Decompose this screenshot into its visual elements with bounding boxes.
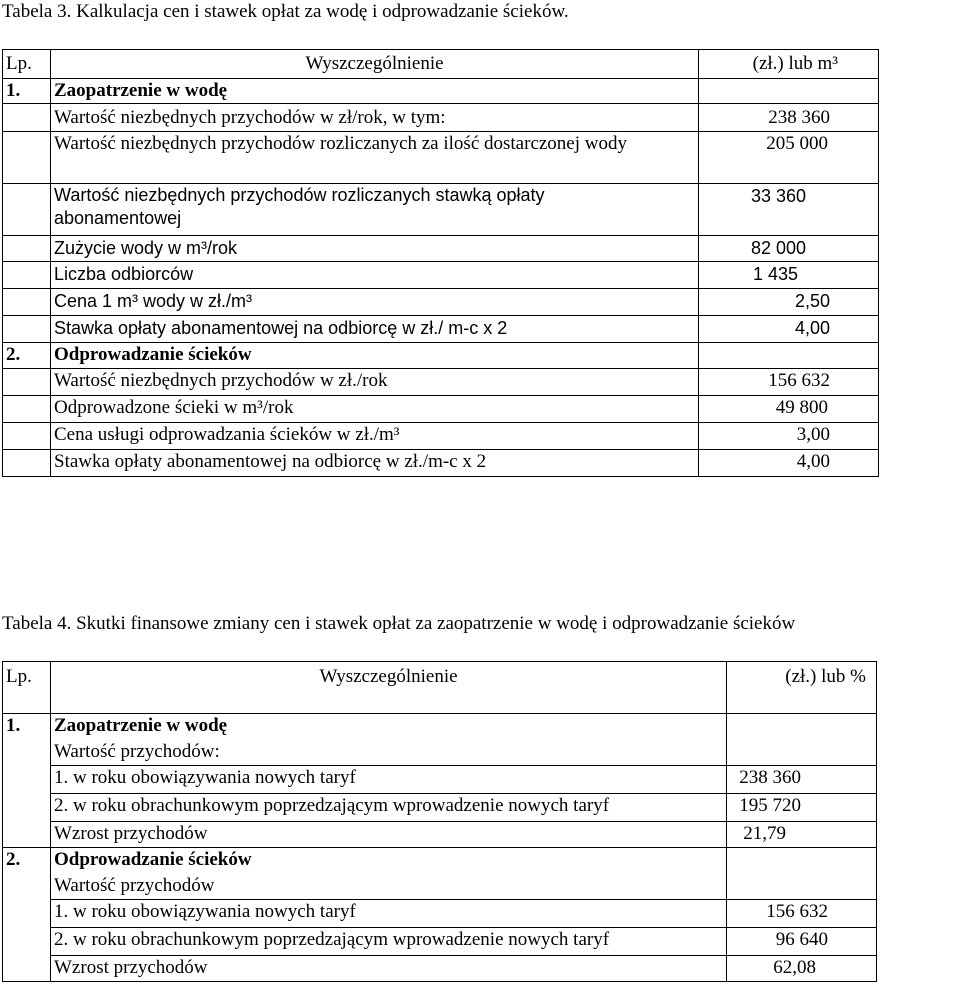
row-label: Wartość niezbędnych przychodów w zł./rok [51, 369, 699, 396]
row-value: 4,00 [699, 450, 879, 477]
table3-section-value [699, 79, 879, 104]
table-row [3, 766, 877, 794]
table-row [3, 369, 879, 396]
table3-section-row [3, 79, 879, 104]
row-value: 238 360 [699, 104, 879, 132]
row-label: Odprowadzone ścieki w m³/rok [51, 396, 699, 423]
row-value: 156 632 [727, 900, 877, 928]
table-row [3, 423, 879, 450]
table4-section-row [3, 714, 877, 740]
table-row [3, 956, 877, 982]
table-row [3, 874, 877, 900]
table3-section-num: 1. [3, 79, 51, 104]
table-row [3, 900, 877, 928]
row-label: Cena 1 m³ wody w zł./m³ [51, 289, 699, 316]
table-row [3, 104, 879, 132]
table-row [3, 132, 879, 184]
row-label: 1. w roku obowiązywania nowych taryf [51, 900, 727, 928]
table3-section-row [3, 343, 879, 369]
row-value: 82 000 [699, 236, 879, 262]
table4-section-title: Zaopatrzenie w wodę [51, 714, 727, 740]
row-label: Liczba odbiorców [51, 262, 699, 289]
table-row [3, 184, 879, 236]
row-label: 2. w roku obrachunkowym poprzedzającym wprowadzenie nowych taryf [51, 794, 727, 822]
row-value: 2,50 [699, 289, 879, 316]
row-value: 156 632 [699, 369, 879, 396]
row-label: 1. w roku obowiązywania nowych taryf [51, 766, 727, 794]
table4-header-unit: (zł.) lub % [727, 662, 877, 714]
row-label: Wartość niezbędnych przychodów rozliczanych za ilość dostarczonej wody [51, 132, 699, 184]
row-value: 205 000 [699, 132, 879, 184]
row-value: 33 360 [699, 184, 879, 236]
row-label: Wartość niezbędnych przychodów w zł/rok, w tym: [51, 104, 699, 132]
row-value: 62,08 [727, 956, 877, 982]
table3 [2, 49, 879, 477]
row-label: Wartość niezbędnych przychodów rozliczanych stawką opłaty abonamentowej [51, 184, 699, 236]
row-value: 96 640 [727, 928, 877, 956]
row-label: Stawka opłaty abonamentowej na odbiorcę w zł./m-c x 2 [51, 450, 699, 477]
table-row [3, 289, 879, 316]
row-label: Cena usługi odprowadzania ścieków w zł./m³ [51, 423, 699, 450]
table-row [3, 822, 877, 848]
row-value: 21,79 [727, 822, 877, 848]
row-label: Wzrost przychodów [51, 822, 727, 848]
table4-caption: Tabela 4. Skutki finansowe zmiany cen i stawek opłat za zaopatrzenie w wodę i odprowadzanie ścieków [2, 613, 796, 634]
row-label: Wartość przychodów: [51, 740, 727, 766]
table-row [3, 740, 877, 766]
table-row [3, 794, 877, 822]
row-label: Zużycie wody w m³/rok [51, 236, 699, 262]
table3-header-row [3, 50, 879, 79]
table3-header-desc: Wyszczególnienie [51, 50, 699, 79]
table-row [3, 928, 877, 956]
row-label: Stawka opłaty abonamentowej na odbiorcę w zł./ m-c x 2 [51, 316, 699, 343]
table-row [3, 396, 879, 423]
table-row [3, 262, 879, 289]
row-value: 4,00 [699, 316, 879, 343]
table3-section-title: Odprowadzanie ścieków [51, 343, 699, 369]
table4-header-lp: Lp. [3, 662, 51, 714]
row-value: 1 435 [699, 262, 879, 289]
table4-section-num: 2. [3, 848, 51, 874]
row-value: 195 720 [727, 794, 877, 822]
row-label: Wartość przychodów [51, 874, 727, 900]
table-row [3, 450, 879, 477]
table4 [2, 661, 877, 982]
table3-section-value [699, 343, 879, 369]
row-value: 238 360 [727, 766, 877, 794]
table-row [3, 236, 879, 262]
table4-section-num: 1. [3, 714, 51, 740]
row-value: 49 800 [699, 396, 879, 423]
table4-section-row [3, 848, 877, 874]
table3-header-unit: (zł.) lub m³ [699, 50, 879, 79]
row-value: 3,00 [699, 423, 879, 450]
table4-header-desc: Wyszczególnienie [51, 662, 727, 714]
table3-section-title: Zaopatrzenie w wodę [51, 79, 699, 104]
row-label: Wzrost przychodów [51, 956, 727, 982]
table4-header-row [3, 662, 877, 714]
table-row [3, 316, 879, 343]
table4-section-title: Odprowadzanie ścieków [51, 848, 727, 874]
table3-caption: Tabela 3. Kalkulacja cen i stawek opłat za wodę i odprowadzanie ścieków. [2, 1, 569, 22]
row-label: 2. w roku obrachunkowym poprzedzającym wprowadzenie nowych taryf [51, 928, 727, 956]
table3-header-lp: Lp. [3, 50, 51, 79]
table3-section-num: 2. [3, 343, 51, 369]
